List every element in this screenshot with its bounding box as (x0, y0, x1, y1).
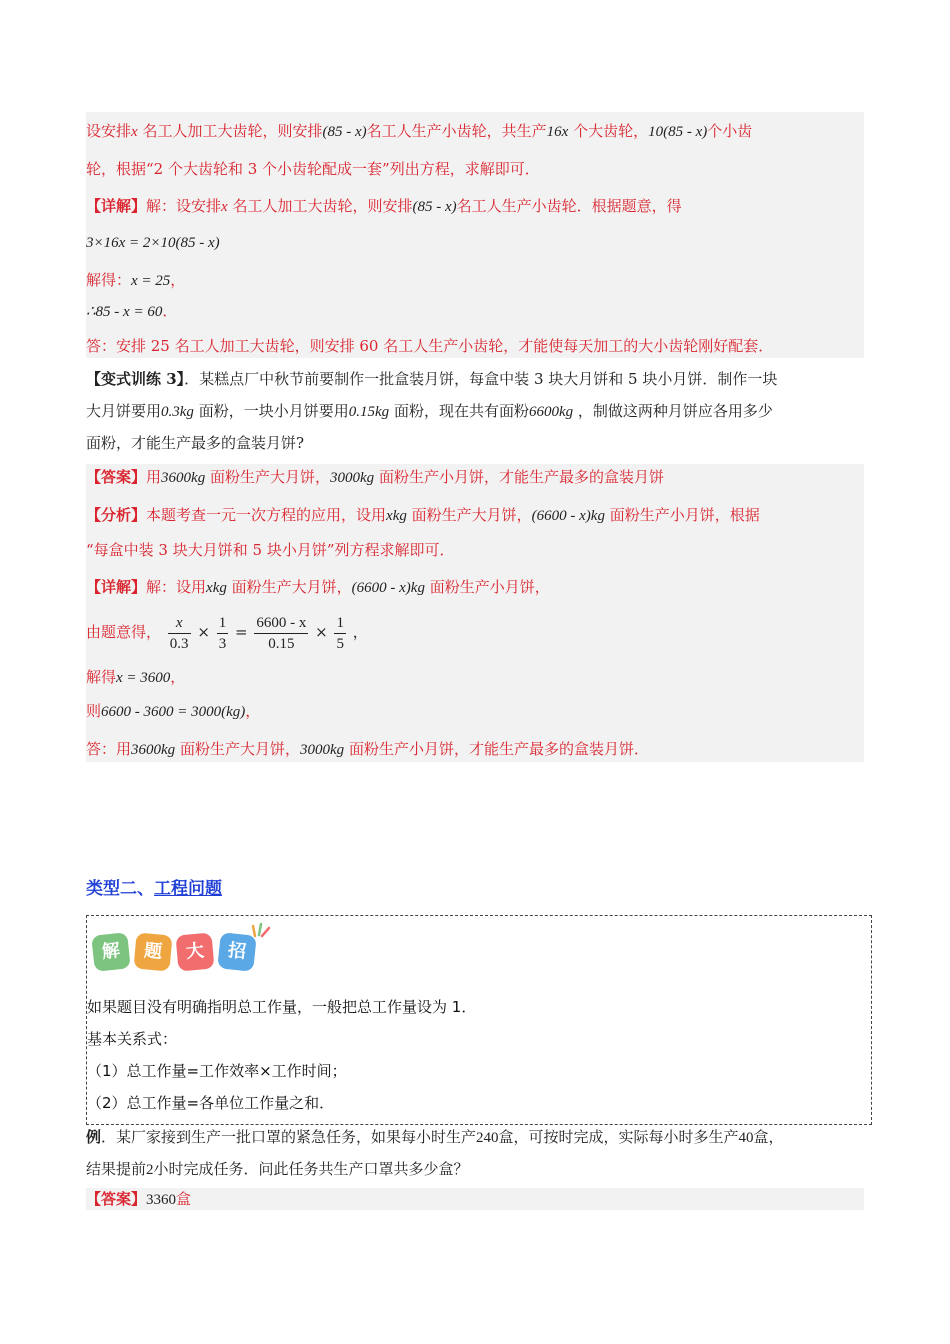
detail-row: 【详解】解：设用xkg 面粉生产大月饼，(6600 - x)kg 面粉生产小月饼， (86, 578, 550, 596)
fraction-4: $\frac{1}{5}$ (336, 614, 344, 652)
analysis-line-2: 轮，根据“2 个大齿轮和 3 个小齿轮配成一套”列出方程，求解即可． (86, 160, 540, 178)
tip-line-3: （1）总工作量=工作效率×工作时间； (87, 1062, 347, 1080)
example-line-1: 例．某厂家接到生产一批口罩的紧急任务，如果每小时生产240盒，可按时完成，实际每小时多生产40盒， (86, 1128, 784, 1146)
fraction-1: $\frac{x}{0.3}$ (169, 614, 189, 652)
analysis-row-2: “每盒中装 3 块大月饼和 5 块小月饼”列方程求解即可． (86, 541, 455, 559)
example-block (86, 1124, 864, 1190)
example-line-2: 结果提前2小时完成任务．问此任务共生产口罩共多少盒？ (86, 1160, 469, 1178)
badge-ti: 题 (133, 932, 172, 971)
fraction-2: $\frac{1}{3}$ (218, 614, 227, 652)
analysis-line-1: 设安排x 名工人加工大齿轮，则安排(85 - x)名工人生产小齿轮，共生产16x 个大齿轮，10(85 - x)个小齿 (86, 122, 753, 140)
solve-row: 解得x = 3600， (86, 668, 186, 686)
answer-line: 答：安排 25 名工人加工大齿轮，则安排 60 名工人生产小齿轮，才能使每天加工的大小齿轮刚好配套． (86, 337, 774, 355)
answer-row: 【答案】用3600kg 面粉生产大月饼，3000kg 面粉生产小月饼，才能生产最多的盒装月饼 (86, 468, 664, 486)
problem-3-line-2: 大月饼要用0.3kg 面粉，一块小月饼要用0.15kg 面粉，现在共有面粉6600kg ，制做这两种月饼应各用多少 (86, 402, 773, 420)
badge-zhao: 招 (217, 932, 257, 972)
badge-jie: 解 (91, 932, 131, 972)
analysis-row: 【分析】本题考查一元一次方程的应用，设用xkg 面粉生产大月饼，(6600 - x)kg 面粉生产小月饼，根据 (86, 506, 760, 524)
tip-line-2: 基本关系式： (87, 1030, 178, 1048)
sparkle-icon (251, 920, 271, 938)
fraction-equation-row: 由题意得， $\frac{x}{0.3}$ × $\frac{1}{3}$ = $\frac{6600 - x}{0.15}$ × $\frac{1}{5}$ ， (86, 614, 368, 652)
tip-line-4: （2）总工作量=各单位工作量之和． (87, 1094, 335, 1112)
tip-line-1: 如果题目没有明确指明总工作量，一般把总工作量设为 1． (87, 998, 477, 1016)
example-answer-block (86, 1188, 864, 1210)
detail-line-1: 【详解】解：设安排x 名工人加工大齿轮，则安排(85 - x)名工人生产小齿轮．根据题意，得 (86, 197, 682, 215)
solution-3-block (86, 464, 864, 762)
fraction-3: $\frac{6600 - x}{0.15}$ (256, 614, 307, 652)
tips-box (86, 915, 872, 1125)
problem-3-line-1: 【变式训练 3】．某糕点厂中秋节前要制作一批盒装月饼，每盒中装 3 块大月饼和 5 块小月饼．制作一块 (86, 370, 778, 388)
therefore-line: ∴85 - x = 60． (86, 302, 178, 320)
final-answer-row: 答：用3600kg 面粉生产大月饼，3000kg 面粉生产小月饼，才能生产最多的盒装月饼． (86, 740, 649, 758)
gear-solution-block (86, 112, 864, 358)
badge-da: 大 (175, 932, 214, 971)
then-row: 则6600 - 3600 = 3000(kg)， (86, 702, 261, 720)
section-2-heading: 类型二、工程问题 (86, 879, 222, 899)
equation-line: 3×16x = 2×10(85 - x) (86, 235, 220, 251)
problem-3 (86, 360, 864, 460)
problem-3-line-3: 面粉，才能生产最多的盒装月饼? (86, 434, 305, 452)
example-answer: 【答案】3360盒 (86, 1190, 192, 1208)
solve-line: 解得：x = 25， (86, 271, 186, 289)
